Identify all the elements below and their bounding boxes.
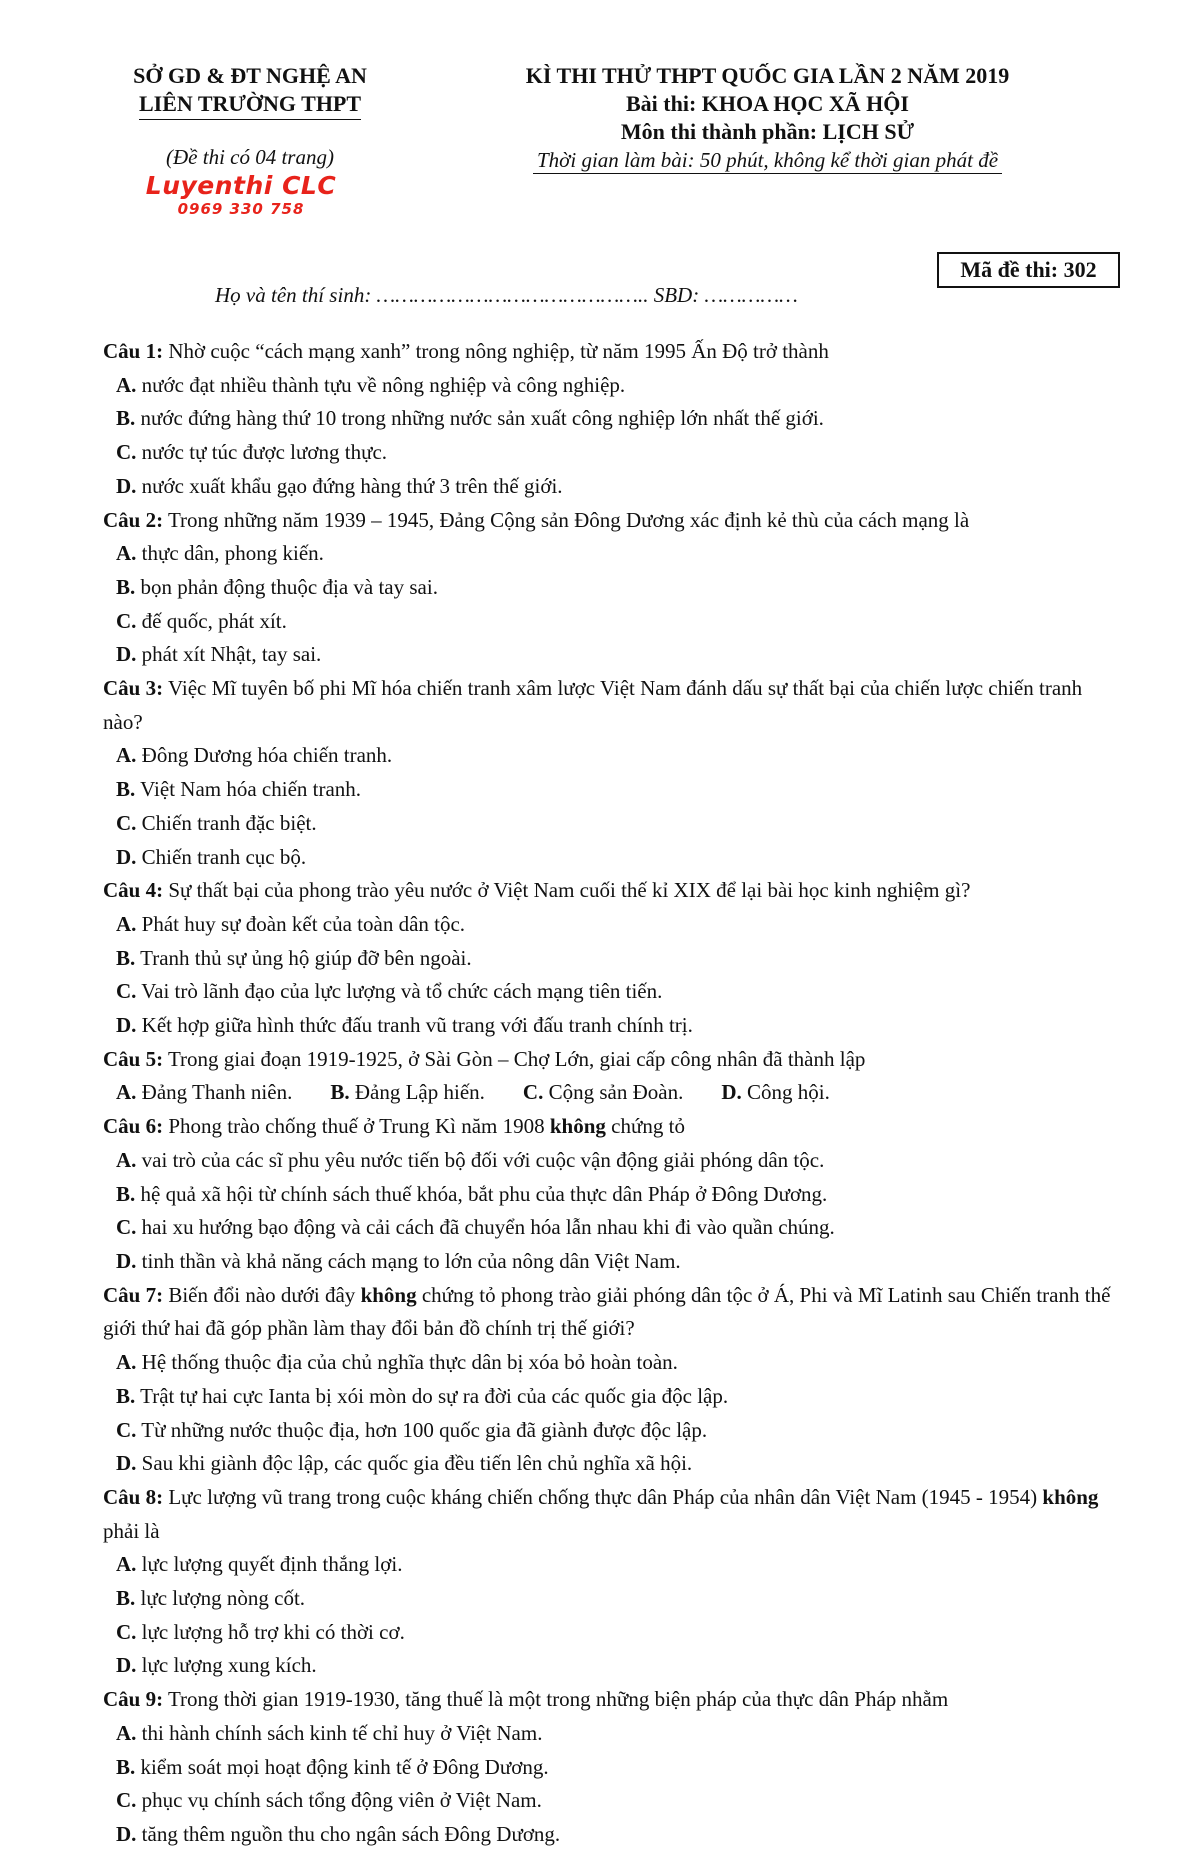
question-text: chứng tỏ phong trào giải phóng dân tộc ở Á, Phi và Mĩ Latinh sau Chiến tranh thế giới thứ hai đã góp phần làm thay đổi bản đồ chính trị thế giới? xyxy=(103,1282,1111,1341)
answer-option xyxy=(116,1548,621,1582)
option-text: Chiến tranh cục bộ. xyxy=(136,844,307,869)
option-text: phục vụ chính sách tổng động viên ở Việt Nam. xyxy=(136,1788,542,1813)
question-emphasis: không xyxy=(549,1114,606,1139)
option-text: Sau khi giành độc lập, các quốc gia đều tiến lên chủ nghĩa xã hội. xyxy=(136,1451,693,1476)
question-text: phải là xyxy=(103,1518,160,1543)
question-item xyxy=(103,672,1123,874)
option-letter: A. xyxy=(116,541,137,566)
option-letter: C. xyxy=(116,440,137,465)
school-name: LIÊN TRƯỜNG THPT xyxy=(139,90,361,120)
question-number: Câu 2: xyxy=(103,507,164,532)
option-letter: B. xyxy=(116,1383,136,1408)
answer-option xyxy=(116,1784,1123,1818)
option-letter: C. xyxy=(116,1215,137,1240)
answer-option xyxy=(116,908,1123,942)
option-text: kiểm soát mọi hoạt động kinh tế ở Đông Dương. xyxy=(135,1754,549,1779)
exam-code-box: Mã đề thi: 302 xyxy=(937,252,1120,288)
answer-option xyxy=(116,369,1123,403)
answer-option xyxy=(116,571,621,605)
watermark-logo xyxy=(130,172,352,218)
question-text: Việc Mĩ tuyên bố phi Mĩ hóa chiến tranh xâm lược Việt Nam đánh dấu sự thất bại của chiến lược chiến tranh nào? xyxy=(103,676,1083,734)
answer-option xyxy=(116,1751,1123,1785)
question-stem xyxy=(103,1683,1123,1717)
answer-options xyxy=(103,1548,1123,1683)
question-stem xyxy=(103,874,1123,908)
question-text: Trong những năm 1939 – 1945, Đảng Cộng sản Đông Dương xác định kẻ thù của cách mạng là xyxy=(163,507,970,532)
option-text: lực lượng quyết định thắng lợi. xyxy=(136,1552,403,1577)
answer-option xyxy=(116,1178,1123,1212)
question-stem xyxy=(103,1043,1123,1077)
question-text: Trong thời gian 1919-1930, tăng thuế là một trong những biện pháp của thực dân Pháp nhằm xyxy=(163,1687,949,1712)
answer-option xyxy=(116,402,1123,436)
exam-subject: Môn thi thành phần: LỊCH SỬ xyxy=(620,119,915,144)
option-text: nước đứng hàng thứ 10 trong những nước sản xuất công nghiệp lớn nhất thế giới. xyxy=(135,406,824,431)
option-text: bọn phản động thuộc địa và tay sai. xyxy=(135,574,438,599)
option-letter: C. xyxy=(116,1619,137,1644)
answer-option xyxy=(116,807,621,841)
answer-options xyxy=(103,908,1123,1043)
option-text: Đông Dương hóa chiến tranh. xyxy=(136,743,393,768)
answer-option xyxy=(523,1076,683,1110)
option-text: lực lượng hỗ trợ khi có thời cơ. xyxy=(136,1619,405,1644)
answer-option xyxy=(116,739,621,773)
option-letter: D. xyxy=(116,844,137,869)
answer-option xyxy=(330,1076,485,1110)
option-letter: D. xyxy=(116,1451,137,1476)
question-text: Biến đổi nào dưới đây xyxy=(163,1282,361,1307)
option-letter: B. xyxy=(116,945,136,970)
option-text: Tranh thủ sự ủng hộ giúp đỡ bên ngoài. xyxy=(135,945,472,970)
answer-options xyxy=(103,1076,1123,1110)
question-stem xyxy=(103,1279,1123,1346)
option-text: Phát huy sự đoàn kết của toàn dân tộc. xyxy=(136,911,466,936)
answer-option xyxy=(116,1818,1123,1852)
answer-options xyxy=(103,369,1123,504)
option-letter: B. xyxy=(116,406,136,431)
answer-option xyxy=(116,1211,1123,1245)
answer-option xyxy=(116,1447,1123,1481)
option-letter: C. xyxy=(116,979,137,1004)
answer-options xyxy=(103,739,1123,874)
question-number: Câu 6: xyxy=(103,1114,164,1139)
option-letter: A. xyxy=(116,1147,137,1172)
answer-option xyxy=(721,1076,830,1110)
question-text: Lực lượng vũ trang trong cuộc kháng chiến chống thực dân Pháp của nhân dân Việt Nam (1945 - 1954) xyxy=(163,1484,1043,1509)
question-item xyxy=(103,1481,1123,1683)
answer-option xyxy=(116,1649,621,1683)
question-item xyxy=(103,504,1123,673)
option-text: Kết hợp giữa hình thức đấu tranh vũ trang với đấu tranh chính trị. xyxy=(136,1013,693,1038)
option-text: hai xu hướng bạo động và cải cách đã chuyển hóa lẫn nhau khi đi vào quần chúng. xyxy=(136,1215,835,1240)
question-emphasis: không xyxy=(1042,1484,1099,1509)
option-letter: C. xyxy=(522,1080,544,1105)
option-letter: D. xyxy=(116,1013,137,1038)
question-stem xyxy=(103,1481,1123,1548)
option-text: Cộng sản Đoàn. xyxy=(543,1080,684,1105)
answer-option xyxy=(116,975,1123,1009)
answer-option xyxy=(116,1717,1123,1751)
answer-option xyxy=(116,942,1123,976)
question-item xyxy=(103,1279,1123,1481)
answer-option xyxy=(116,1582,621,1616)
option-text: tinh thần và khả năng cách mạng to lớn của nông dân Việt Nam. xyxy=(136,1248,681,1273)
answer-option xyxy=(116,605,621,639)
answer-option xyxy=(116,470,1123,504)
department-name: SỞ GD & ĐT NGHỆ AN xyxy=(133,63,367,88)
option-text: Từ những nước thuộc địa, hơn 100 quốc gia đã giành được độc lập. xyxy=(136,1417,708,1442)
exam-subject-group: Bài thi: KHOA HỌC XÃ HỘI xyxy=(626,91,909,116)
answer-option xyxy=(116,1009,1123,1043)
option-letter: D. xyxy=(116,473,137,498)
question-text: Nhờ cuộc “cách mạng xanh” trong nông nghiệp, từ năm 1995 Ấn Độ trở thành xyxy=(163,339,829,363)
answer-option xyxy=(116,1346,1123,1380)
option-letter: B. xyxy=(116,777,136,802)
option-letter: A. xyxy=(116,743,137,768)
question-stem xyxy=(103,672,1123,739)
question-number: Câu 9: xyxy=(103,1687,164,1712)
option-text: thi hành chính sách kinh tế chỉ huy ở Việt Nam. xyxy=(136,1720,543,1745)
question-number: Câu 4: xyxy=(103,878,164,903)
option-text: phát xít Nhật, tay sai. xyxy=(136,642,322,667)
option-letter: D. xyxy=(116,1821,137,1846)
exam-title: KÌ THI THỬ THPT QUỐC GIA LẦN 2 NĂM 2019 xyxy=(525,63,1010,88)
option-text: tăng thêm nguồn thu cho ngân sách Đông Dương. xyxy=(136,1821,561,1846)
question-number: Câu 5: xyxy=(103,1046,164,1071)
answer-option xyxy=(116,638,621,672)
option-text: Việt Nam hóa chiến tranh. xyxy=(135,777,362,802)
page-count-note: (Đề thi có 04 trang) xyxy=(166,145,334,169)
option-letter: A. xyxy=(116,1552,137,1577)
question-number: Câu 8: xyxy=(103,1484,164,1509)
option-text: Đảng Lập hiến. xyxy=(349,1080,485,1105)
option-text: Hệ thống thuộc địa của chủ nghĩa thực dân bị xóa bỏ hoàn toàn. xyxy=(136,1350,678,1375)
option-text: Vai trò lãnh đạo của lực lượng và tổ chức cách mạng tiên tiến. xyxy=(136,979,663,1004)
question-item xyxy=(103,1043,1123,1110)
question-item xyxy=(103,874,1123,1043)
answer-option xyxy=(116,773,621,807)
answer-options xyxy=(103,1144,1123,1279)
question-text: chứng tỏ xyxy=(605,1114,685,1139)
question-number: Câu 1: xyxy=(103,339,164,363)
option-letter: D. xyxy=(116,1653,137,1678)
question-text: Phong trào chống thuế ở Trung Kì năm 1908 xyxy=(163,1114,550,1139)
question-item xyxy=(103,1683,1123,1852)
issuer-block xyxy=(95,62,405,170)
answer-options xyxy=(103,537,1123,672)
question-number: Câu 7: xyxy=(103,1282,164,1307)
answer-option xyxy=(116,436,1123,470)
option-text: vai trò của các sĩ phu yêu nước tiến bộ đối với cuộc vận động giải phóng dân tộc. xyxy=(136,1147,825,1172)
option-letter: A. xyxy=(116,1720,137,1745)
option-text: Chiến tranh đặc biệt. xyxy=(136,810,317,835)
option-text: đế quốc, phát xít. xyxy=(136,608,287,633)
answer-option xyxy=(116,1616,621,1650)
question-item xyxy=(103,335,1123,504)
question-stem xyxy=(103,335,1123,369)
option-letter: B. xyxy=(116,1181,136,1206)
question-text: Sự thất bại của phong trào yêu nước ở Việt Nam cuối thế kỉ XIX để lại bài học kinh nghiệm gì? xyxy=(163,878,971,903)
question-number: Câu 3: xyxy=(103,676,164,701)
answer-option xyxy=(116,1144,1123,1178)
option-letter: A. xyxy=(116,372,137,397)
question-emphasis: không xyxy=(360,1282,417,1307)
question-list xyxy=(103,335,1123,1852)
question-item xyxy=(103,1110,1123,1279)
option-text: hệ quả xã hội từ chính sách thuế khóa, bắt phu của thực dân Pháp ở Đông Dương. xyxy=(135,1181,828,1206)
option-letter: A. xyxy=(116,911,137,936)
option-letter: B. xyxy=(116,1754,136,1779)
exam-title-block xyxy=(490,62,1045,174)
candidate-info-line: Họ và tên thí sinh: …………………………………….. SBD: …………… xyxy=(215,283,798,307)
option-text: nước xuất khẩu gạo đứng hàng thứ 3 trên thế giới. xyxy=(136,473,563,498)
option-text: lực lượng nòng cốt. xyxy=(135,1586,306,1611)
option-letter: B. xyxy=(330,1080,350,1105)
logo-phone: 0969 330 758 xyxy=(177,200,305,218)
answer-option xyxy=(116,1380,1123,1414)
question-text: Trong giai đoạn 1919-1925, ở Sài Gòn – Chợ Lớn, giai cấp công nhân đã thành lập xyxy=(163,1046,866,1071)
option-letter: B. xyxy=(116,574,136,599)
option-text: Công hội. xyxy=(741,1080,830,1105)
answer-option xyxy=(116,537,621,571)
option-text: thực dân, phong kiến. xyxy=(136,541,324,566)
answer-option xyxy=(116,841,621,875)
answer-option xyxy=(116,1245,1123,1279)
option-letter: A. xyxy=(116,1080,137,1105)
logo-brand: Luyenthi CLC xyxy=(145,171,337,200)
option-letter: D. xyxy=(721,1080,742,1105)
option-text: nước đạt nhiều thành tựu về nông nghiệp và công nghiệp. xyxy=(136,372,626,397)
option-letter: C. xyxy=(116,1788,137,1813)
option-text: Trật tự hai cực Ianta bị xói mòn do sự ra đời của các quốc gia độc lập. xyxy=(135,1383,729,1408)
option-letter: D. xyxy=(116,642,137,667)
option-letter: C. xyxy=(116,810,137,835)
answer-options xyxy=(103,1717,1123,1852)
question-stem xyxy=(103,504,1123,538)
option-text: lực lượng xung kích. xyxy=(136,1653,317,1678)
answer-options xyxy=(103,1346,1123,1481)
option-letter: B. xyxy=(116,1586,136,1611)
question-stem xyxy=(103,1110,1123,1144)
option-letter: C. xyxy=(116,1417,137,1442)
exam-duration: Thời gian làm bài: 50 phút, không kể thời gian phát đề xyxy=(490,146,1045,174)
option-text: Đảng Thanh niên. xyxy=(136,1080,293,1105)
option-text: nước tự túc được lương thực. xyxy=(136,440,388,465)
option-letter: A. xyxy=(116,1350,137,1375)
option-letter: C. xyxy=(116,608,137,633)
answer-option xyxy=(116,1414,1123,1448)
option-letter: D. xyxy=(116,1248,137,1273)
answer-option xyxy=(116,1076,292,1110)
